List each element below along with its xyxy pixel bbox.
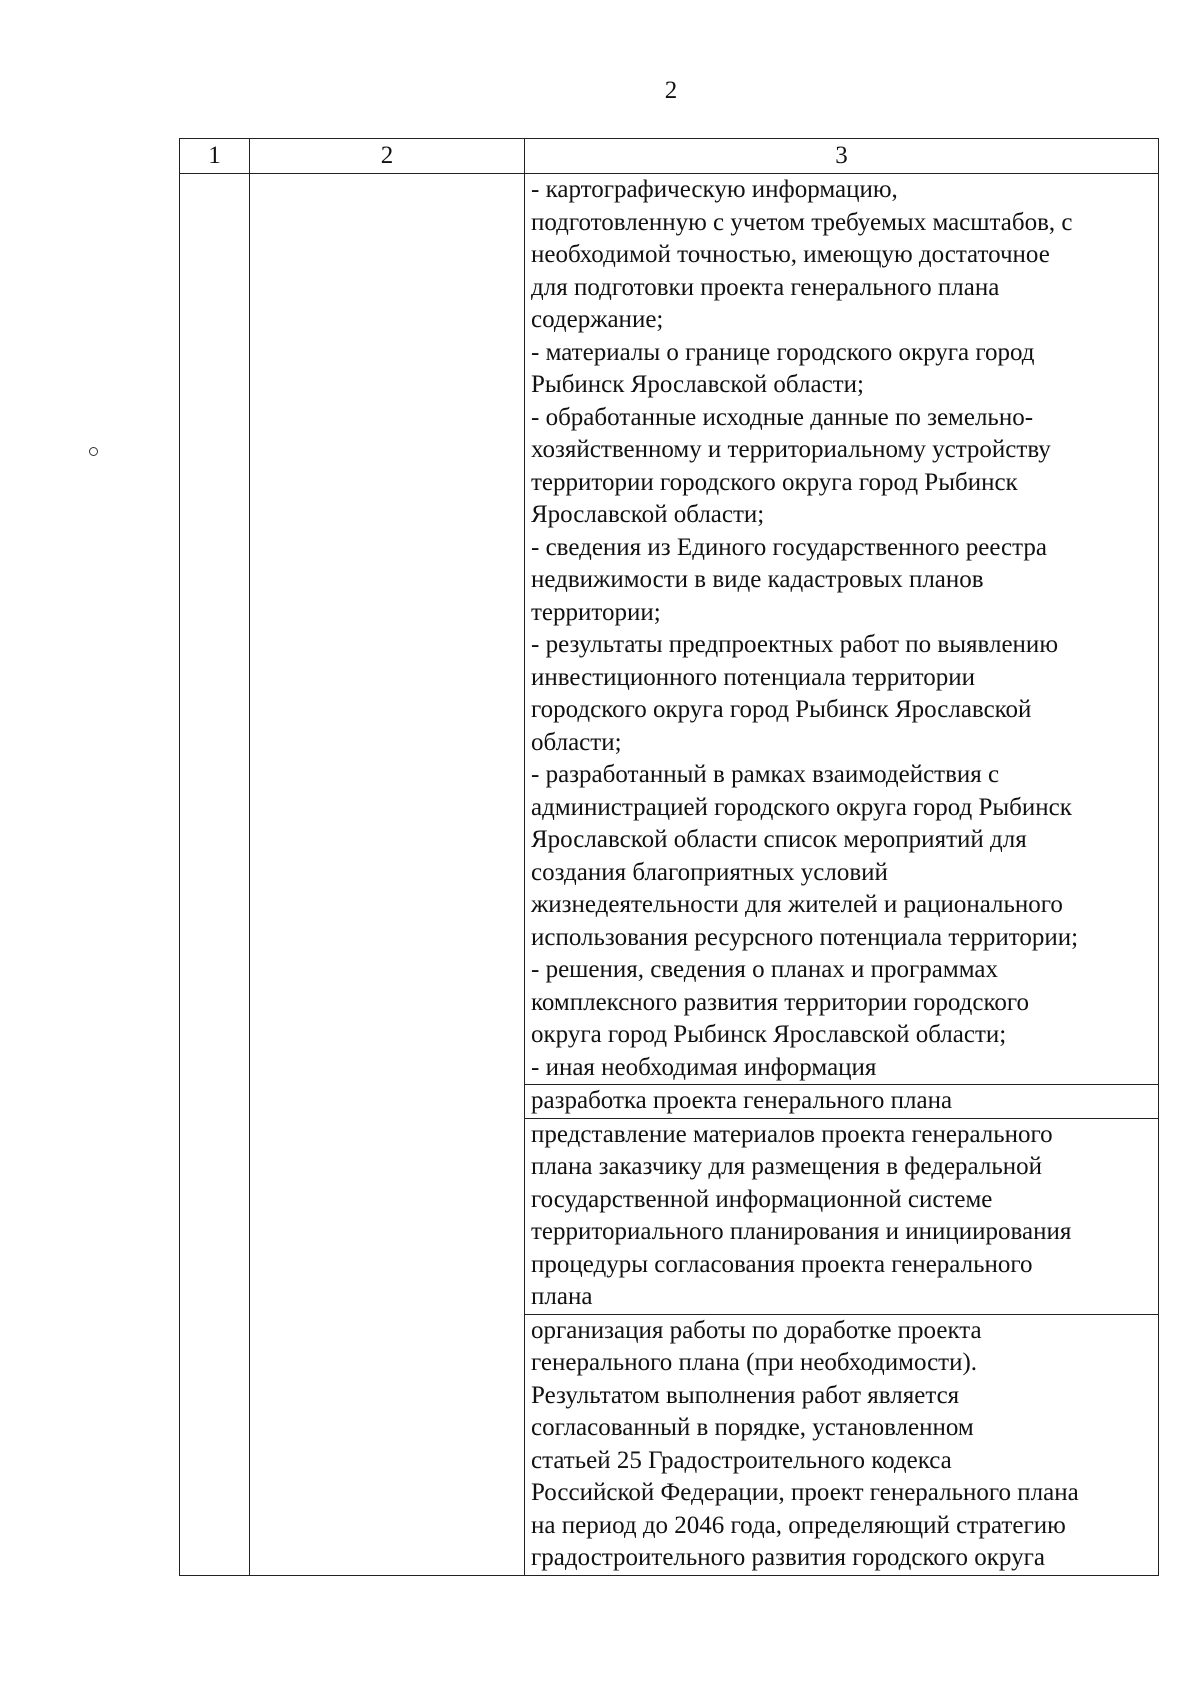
table-cell-plan-development	[525, 1085, 1159, 1119]
text-line: - иная необходимая информация	[531, 1053, 877, 1081]
text-line: недвижимости в виде кадастровых планов	[531, 566, 984, 593]
text-line: согласованный в порядке, установленном	[531, 1414, 974, 1441]
table-header-row	[180, 139, 1159, 174]
text-line: для подготовки проекта генерального плана	[531, 273, 1000, 301]
empty-cell-col-2	[250, 174, 525, 1576]
text-line: - разработанный в рамках взаимодействия с	[531, 761, 1000, 788]
text-line: округа город Рыбинск Ярославской области;	[531, 1021, 1007, 1048]
table-row	[180, 174, 1159, 1085]
text-line: комплексного развития территории городского	[531, 988, 1029, 1016]
table-cell-plan-revision	[525, 1314, 1159, 1575]
text-line: подготовленную с учетом требуемых масштабов, с	[531, 208, 1073, 236]
table-cell-materials-submission	[525, 1118, 1159, 1314]
text-line: градостроительного развития городского округа	[531, 1544, 1045, 1571]
text-line: процедуры согласования проекта генерального	[531, 1250, 1033, 1278]
text-line: плана	[531, 1283, 593, 1310]
text-line: Результатом выполнения работ является	[531, 1381, 960, 1409]
text-line: плана заказчику для размещения в федеральной	[531, 1153, 1042, 1180]
text-line: Ярославской области;	[531, 501, 765, 528]
text-line: - обработанные исходные данные по земельно-	[531, 403, 1034, 431]
text-line: территории;	[531, 598, 661, 626]
text-line: организация работы по доработке проекта	[531, 1316, 982, 1344]
empty-cell-col-1	[180, 174, 250, 1576]
text-line: Ярославской области список мероприятий для	[531, 826, 1027, 853]
document-table	[179, 138, 1159, 1576]
table-cell-source-materials	[525, 174, 1159, 1085]
text-line: хозяйственному и территориальному устройству	[531, 436, 1051, 463]
text-line: территориального планирования и инициирования	[531, 1218, 1072, 1245]
text-line: инвестиционного потенциала территории	[531, 663, 976, 691]
text-line: Рыбинск Ярославской области;	[531, 371, 864, 398]
scan-mark-circle	[89, 447, 98, 456]
text-line: необходимой точностью, имеющую достаточное	[531, 241, 1050, 268]
text-line: государственной информационной системе	[531, 1185, 993, 1213]
text-line: - материалы о границе городского округа город	[531, 338, 1035, 366]
text-line: администрацией городского округа город Рыбинск	[531, 793, 1072, 821]
column-number-3: 3	[525, 139, 1159, 174]
text-line: - результаты предпроектных работ по выявлению	[531, 631, 1058, 658]
text-line: - решения, сведения о планах и программах	[531, 956, 998, 983]
text-line: Российской Федерации, проект генерального плана	[531, 1479, 1079, 1506]
column-number-1: 1	[180, 139, 250, 174]
text-line: разработка проекта генерального плана	[531, 1087, 953, 1114]
text-line: области;	[531, 728, 622, 756]
text-line: генерального плана (при необходимости).	[531, 1349, 978, 1376]
text-line: создания благоприятных условий	[531, 858, 888, 886]
text-line: - картографическую информацию,	[531, 176, 898, 203]
text-line: на период до 2046 года, определяющий стратегию	[531, 1511, 1066, 1539]
page-number: 2	[664, 77, 678, 104]
text-line: жизнедеятельности для жителей и рационального	[531, 891, 1063, 918]
text-line: использования ресурсного потенциала территории;	[531, 923, 1079, 951]
text-line: представление материалов проекта генерального	[531, 1120, 1053, 1148]
text-line: содержание;	[531, 306, 664, 333]
column-number-2: 2	[250, 139, 525, 174]
text-line: - сведения из Единого государственного реестра	[531, 533, 1047, 561]
text-line: территории городского округа город Рыбинск	[531, 468, 1018, 496]
text-line: статьей 25 Градостроительного кодекса	[531, 1446, 952, 1474]
text-line: городского округа город Рыбинск Ярославской	[531, 696, 1032, 723]
